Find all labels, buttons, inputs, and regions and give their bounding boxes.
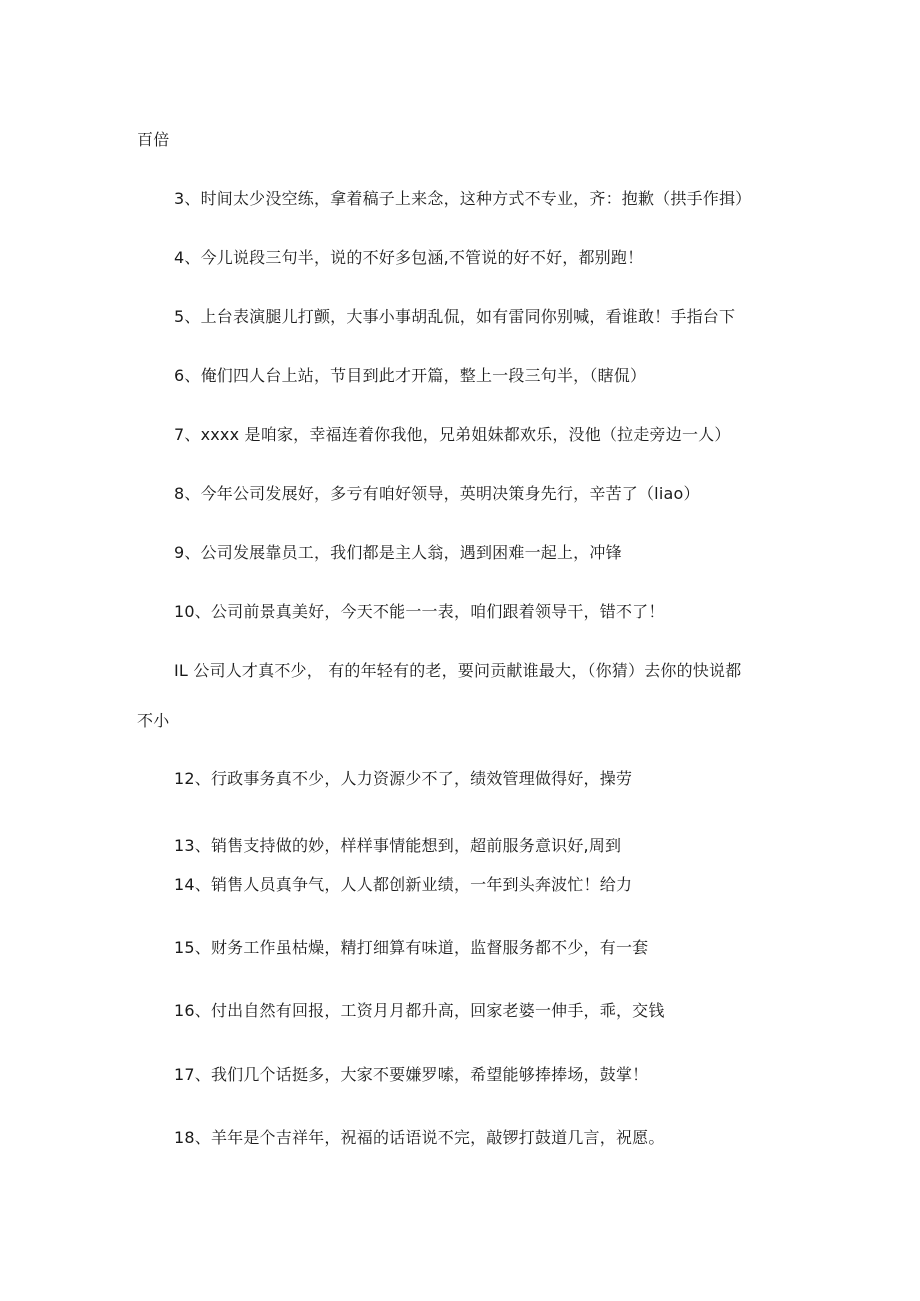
verse-10: 10、公司前景真美好，今天不能一一表，咱们跟着领导干，错不了！ <box>174 602 665 621</box>
line-fragment-baibei: 百倍 <box>137 130 170 149</box>
verse-11-continuation: 不小 <box>137 711 170 730</box>
verse-8: 8、今年公司发展好，多亏有咱好领导，英明决策身先行，辛苦了（liao） <box>174 484 700 503</box>
verse-3: 3、时间太少没空练，拿着稿子上来念，这种方式不专业，齐：抱歉（拱手作揖） <box>174 189 752 208</box>
verse-9: 9、公司发展靠员工，我们都是主人翁，遇到困难一起上，冲锋 <box>174 543 622 562</box>
verse-17: 17、我们几个话挺多，大家不要嫌罗嗦，希望能够捧捧场，鼓掌！ <box>174 1065 649 1084</box>
verse-13: 13、销售支持做的妙，样样事情能想到，超前服务意识好,周到 <box>174 836 622 855</box>
verse-5: 5、上台表演腿儿打颤，大事小事胡乱侃，如有雷同你别喊，看谁敢！手指台下 <box>174 307 736 326</box>
verse-15: 15、财务工作虽枯燥，精打细算有味道，监督服务都不少，有一套 <box>174 938 649 957</box>
verse-14: 14、销售人员真争气，人人都创新业绩，一年到头奔波忙！给力 <box>174 875 633 894</box>
verse-7: 7、xxxx 是咱家，幸福连着你我他，兄弟姐妹都欢乐，没他（拉走旁边一人） <box>174 425 731 444</box>
verse-12: 12、行政事务真不少，人力资源少不了，绩效管理做得好，操劳 <box>174 769 633 788</box>
verse-18: 18、羊年是个吉祥年，祝福的话语说不完，敲锣打鼓道几言，祝愿。 <box>174 1128 665 1147</box>
verse-11: IL 公司人才真不少， 有的年轻有的老，要问贡献谁最大，（你猜）去你的快说都 <box>174 661 742 680</box>
verse-16: 16、付出自然有回报，工资月月都升高，回家老婆一伸手，乖，交钱 <box>174 1001 665 1020</box>
verse-4: 4、今儿说段三句半，说的不好多包涵,不管说的好不好，都别跑！ <box>174 248 644 267</box>
verse-6: 6、俺们四人台上站，节目到此才开篇，整上一段三句半，（瞎侃） <box>174 366 647 385</box>
